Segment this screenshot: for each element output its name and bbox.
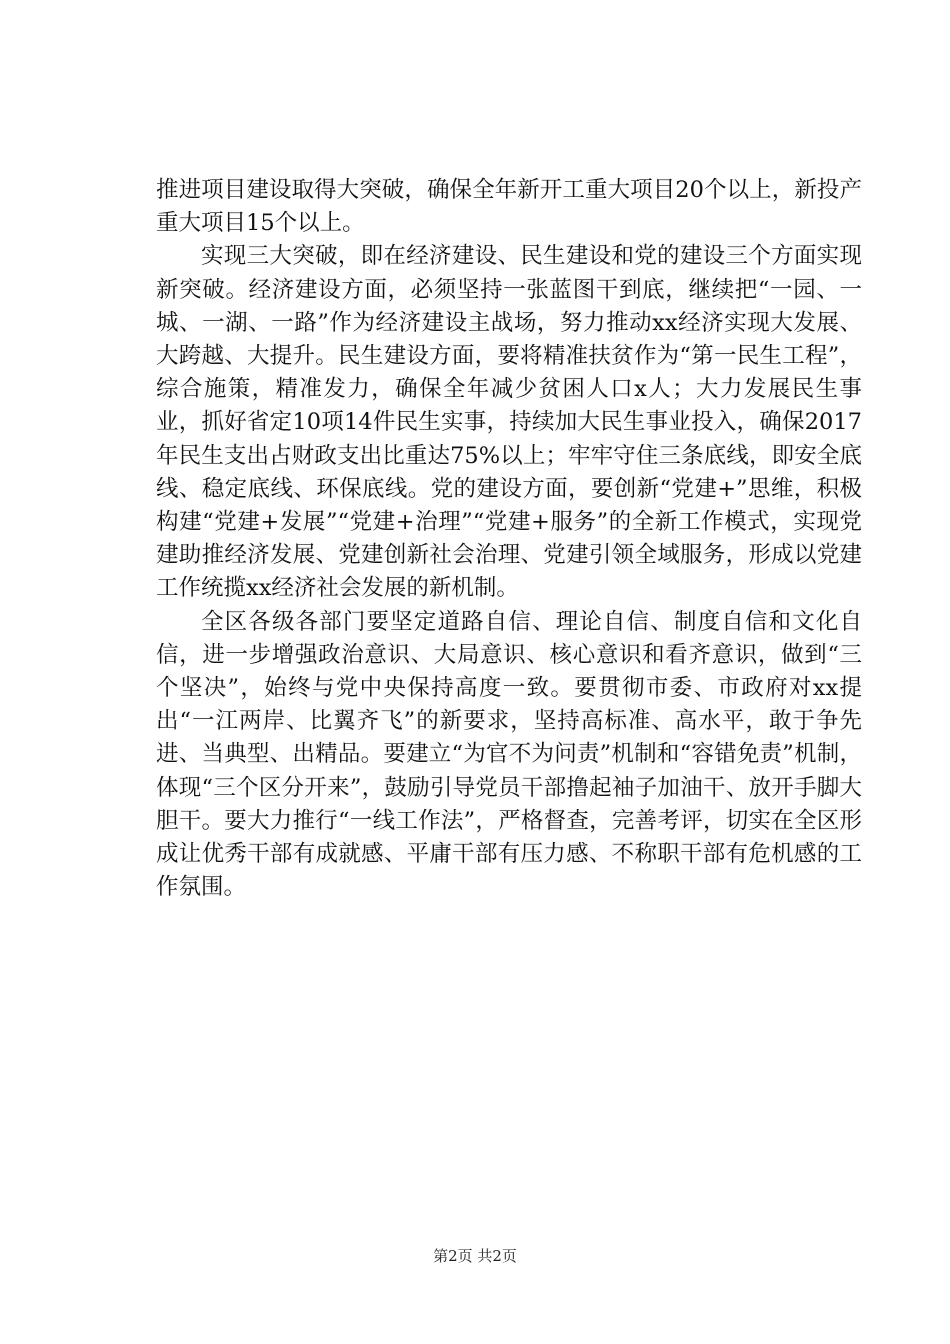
document-body	[156, 174, 862, 904]
paragraph-three-breakthroughs: 实现三大突破，即在经济建设、民生建设和党的建设三个方面实现新突破。经济建设方面，必须坚持一张蓝图干到底，继续把“一园、一城、一湖、一路”作为经济建设主战场，努力推动xx经济实现大发展、大跨越、大提升。民生建设方面，要将精准扶贫作为“第一民生工程”，综合施策，精准发力，确保全年减少贫困人口x人；大力发展民生事业，抓好省定10项14件民生实事，持续加大民生事业投入，确保2017年民生支出占财政支出比重达75%以上；牢牢守住三条底线，即安全底线、稳定底线、环保底线。党的建设方面，要创新“党建+”思维，积极构建“党建+发展”“党建+治理”“党建+服务”的全新工作模式，实现党建助推经济发展、党建创新社会治理、党建引领全域服务，形成以党建工作统揽xx经济社会发展的新机制。	[156, 243, 862, 602]
page-footer: 第2页 共2页	[433, 1247, 517, 1265]
paragraph-all-departments: 全区各级各部门要坚定道路自信、理论自信、制度自信和文化自信，进一步增强政治意识、大局意识、核心意识和看齐意识，做到“三个坚决”，始终与党中央保持高度一致。要贯彻市委、市政府对xx提出“一江两岸、比翼齐飞”的新要求，坚持高标准、高水平，敢于争先进、当典型、出精品。要建立“为官不为问责”机制和“容错免责”机制，体现“三个区分开来”，鼓励引导党员干部撸起袖子加油干、放开手脚大胆干。要大力推行“一线工作法”，严格督查，完善考评，切实在全区形成让优秀干部有成就感、平庸干部有压力感、不称职干部有危机感的工作氛围。	[156, 608, 862, 901]
paragraph-continuation: 推进项目建设取得大突破，确保全年新开工重大项目20个以上，新投产重大项目15个以上。	[156, 177, 862, 237]
